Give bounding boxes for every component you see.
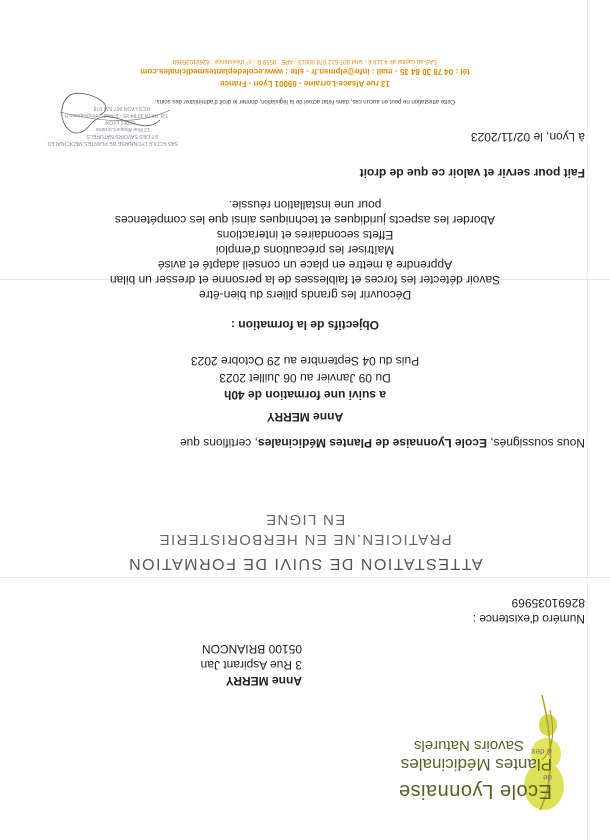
logo-title: Ecole Lyonnaise (398, 780, 552, 802)
objective-item: Aborder les aspects juridiques et techniques ainsi que les compétences (114, 213, 496, 227)
logo-subtitle2-prefix: & des (531, 747, 552, 756)
trainee-name: Anne MERRY (266, 410, 344, 424)
training-duration: a suivi une formation de 40h (223, 388, 387, 402)
stamp-line: 13 Rue Alsace-Lorraine (95, 126, 150, 132)
logo-subtitle2: Savoirs Naturels (413, 737, 524, 754)
training-dates-2: Puis du 04 Septembre au 29 Octobre 2023 (190, 354, 420, 368)
fold-line (0, 577, 610, 578)
existence-number-label: Numéro d'existence : (472, 612, 585, 626)
stamp-line: SAS ECOLE LYONNAISE DE PLANTES MEDICINALES (47, 140, 178, 146)
existence-number: 82691035969 (511, 596, 585, 610)
logo-subtitle-prefix: de (543, 773, 552, 782)
closing-statement: Fait pour servir et valoir ce que de droit (359, 166, 585, 180)
stamp-line: 69001 LYON (105, 119, 135, 125)
intro-prefix: Nous soussignés, (486, 436, 585, 450)
footer-company-info: SAS au capital de 4 118 € - siret 907 522 078 00013 - APE : 8559 B - n° d'existence : 82691035969 (172, 58, 438, 64)
addressee-street: 3 Rue Aspirant Jan (200, 658, 302, 672)
footer-contact: tél : 04 78 30 84 35 - mail : info@elpmsn.fr - site : www.ecoledeplantesmedicinales.com (140, 67, 470, 76)
objective-item: Effets secondaires et interactions (216, 228, 394, 242)
objective-item: Maîtriser les précautions d'emploi (215, 243, 395, 257)
company-stamp-icon (30, 80, 180, 150)
intro-suffix: , certifions que (179, 436, 258, 450)
objective-item: Savoir détecter les forces et faiblesses de la personne et dresser un bilan (109, 273, 501, 287)
stamp-line: Tél. 04 78 30 84 35 - E-Mail : info@elpmsn.fr (64, 112, 168, 118)
intro-sentence (180, 436, 585, 450)
intro-organization: Ecole Lyonnaise de Plantes Médicinales (257, 436, 487, 450)
place-and-date: à Lyon, le 02/11/2023 (470, 130, 585, 144)
objective-item: Découvrir les grands piliers du bien-être (198, 288, 412, 302)
stamp-line: RCS LYON 907 522 078 (93, 105, 150, 111)
addressee-city: 05100 BRIANCON (201, 642, 302, 656)
objective-item: Apprendre à mettre en place un conseil adapté et avisé (157, 258, 453, 272)
document-title: ATTESTATION DE SUIVI DE FORMATION (127, 555, 483, 572)
stamp-line: ET DES SAVOIRS NATURELS (86, 133, 158, 139)
legal-disclaimer: Cette attestation ne peut en aucun cas, dans l'état actuel de la législation, donner le droit d'administrer des soins. (154, 98, 456, 104)
document-subtitle-2: EN LIGNE (264, 511, 346, 528)
objectives-heading: Objectifs de la formation : (230, 318, 380, 332)
objective-item: pour une installation réussie. (228, 198, 382, 212)
addressee-name: Anne MERRY (225, 674, 302, 688)
document-subtitle: PRATICIEN.NE EN HERBORISTERIE (158, 531, 452, 548)
training-dates-1: Du 09 Janvier au 06 Juillet 2023 (219, 371, 391, 385)
logo-subtitle: Plantes Médicinales (400, 755, 552, 774)
footer-address: 13 rue Alsace-Lorraine - 69001 Lyon - France (220, 79, 390, 88)
